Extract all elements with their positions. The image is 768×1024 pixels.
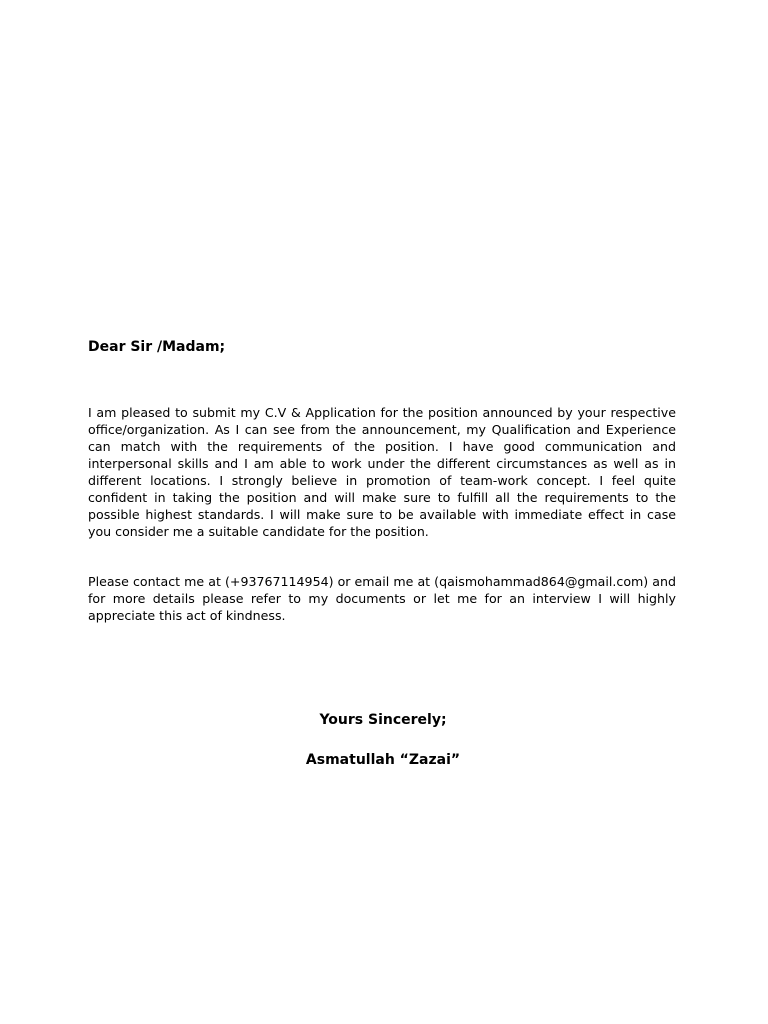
salutation: Dear Sir /Madam; [88,339,226,355]
signature-name: Asmatullah “Zazai” [305,752,461,768]
body-paragraph-contact: Please contact me at (+93767114954) or email me at (qaismohammad864@gmail.com) and for more details please refer to my documents or let me for an interview I will highly appreciate this act of kindness. [88,574,676,623]
closing-phrase: Yours Sincerely; [319,712,447,728]
body-paragraph-application: I am pleased to submit my C.V & Application for the position announced by your respective office/organization. As I can see from the announcement, my Qualification and Experience can match with the requirements of the position. I have good communication and interpersonal skills and I am able to work under the different circumstances as well as in different locations. I strongly believe in promotion of team-work concept. I feel quite confident in taking the position and will make sure to fulfill all the requirements to the possible highest standards. I will make sure to be available with immediate effect in case you consider me a suitable candidate for the position. [88,405,676,539]
